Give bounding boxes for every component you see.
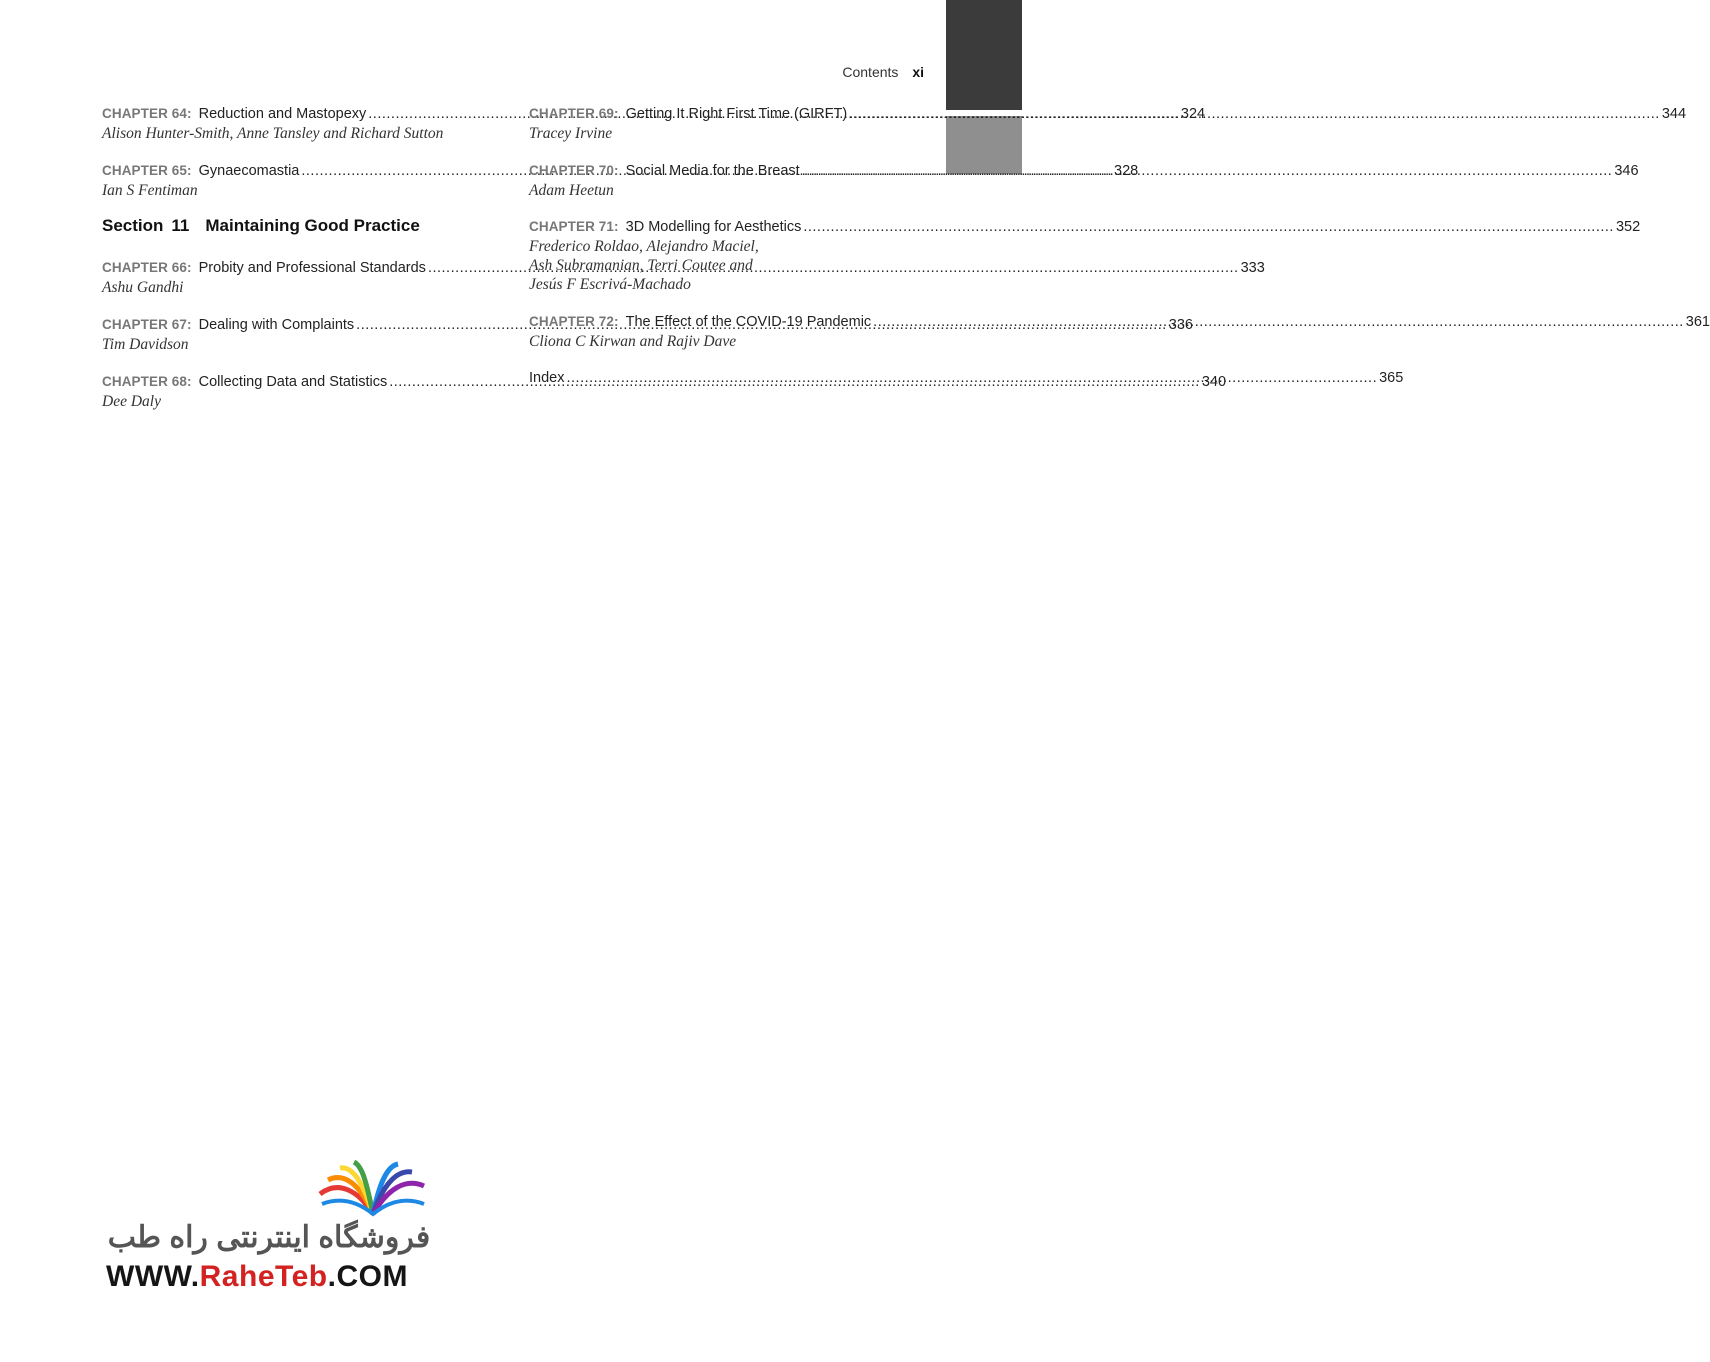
chapter-title: Social Media for the Breast: [625, 163, 800, 179]
dot-leader: [849, 105, 1660, 124]
page-ref: 346: [1614, 163, 1639, 179]
chapter-title: Gynaecomastia: [198, 163, 300, 179]
chapter-authors: Ashu Gandhi: [102, 279, 184, 296]
chapter-authors: Frederico Roldao, Alejandro Maciel,: [529, 238, 759, 255]
chapter-authors: Cliona C Kirwan and Rajiv Dave: [529, 333, 737, 350]
chapter-title: The Effect of the COVID-19 Pandemic: [625, 314, 872, 330]
url-suffix: .COM: [327, 1260, 408, 1293]
chapter-label: CHAPTER 64:: [102, 106, 192, 121]
page-ref: 336: [1168, 317, 1193, 333]
running-head: [842, 64, 924, 80]
index-title: Index: [529, 370, 565, 386]
page-number: xi: [912, 64, 924, 80]
chapter-label: CHAPTER 71:: [529, 219, 619, 234]
page-ref: 361: [1685, 314, 1710, 330]
chapter-title: Collecting Data and Statistics: [198, 374, 388, 390]
chapter-label: CHAPTER 72:: [529, 314, 619, 329]
chapter-label: CHAPTER 68:: [102, 374, 192, 389]
page-ref: 352: [1615, 219, 1641, 235]
chapter-authors: Alison Hunter-Smith, Anne Tansley and Richard Sutton: [102, 125, 444, 142]
chapter-authors: Tim Davidson: [102, 336, 189, 353]
page-ref: 333: [1240, 260, 1265, 276]
section-label: Section: [102, 216, 164, 235]
chapter-title: Getting It Right First Time (GIRFT): [625, 106, 848, 122]
page-ref: 365: [1379, 370, 1404, 386]
watermark-url: [106, 1260, 408, 1294]
dot-leader: [566, 369, 1377, 388]
chapter-authors: Dee Daly: [102, 393, 161, 410]
chapter-authors: Tracey Irvine: [529, 125, 613, 142]
chapter-label: CHAPTER 67:: [102, 317, 192, 332]
page-ref: 340: [1201, 374, 1227, 390]
chapter-authors: Jesús F Escrivá-Machado: [529, 276, 691, 293]
page-ref: 328: [1114, 163, 1139, 179]
watermark-logo: [104, 1160, 434, 1300]
chapter-label: CHAPTER 66:: [102, 260, 192, 275]
watermark-persian-text: فروشگاه اینترنتی راه طب: [107, 1221, 431, 1254]
dot-leader: [873, 313, 1684, 332]
chapter-label: CHAPTER 70:: [529, 163, 619, 178]
chapter-authors: Ash Subramanian, Terri Coutee and: [529, 257, 753, 274]
thumb-tab-dark: [946, 0, 1022, 110]
section-title: Maintaining Good Practice: [205, 216, 420, 235]
chapter-title: Probity and Professional Standards: [198, 260, 426, 276]
running-head-label: Contents: [842, 64, 899, 80]
section-heading[interactable]: [102, 216, 420, 236]
chapter-title: Dealing with Complaints: [198, 317, 355, 333]
chapter-label: CHAPTER 69:: [529, 106, 619, 121]
dot-leader: [802, 162, 1613, 181]
url-brand: RaheTeb: [199, 1260, 328, 1293]
page-ref: 344: [1661, 106, 1687, 122]
chapter-authors: Ian S Fentiman: [102, 182, 198, 199]
section-number: 11: [171, 216, 190, 235]
open-book-icon: [318, 1160, 428, 1218]
dot-leader: [803, 218, 1614, 237]
chapter-title: Reduction and Mastopexy: [198, 106, 367, 122]
chapter-title: 3D Modelling for Aesthetics: [625, 219, 802, 235]
url-prefix: WWW.: [106, 1260, 200, 1293]
page-ref: 324: [1180, 106, 1206, 122]
chapter-authors: Adam Heetun: [529, 182, 614, 199]
chapter-label: CHAPTER 65:: [102, 163, 192, 178]
